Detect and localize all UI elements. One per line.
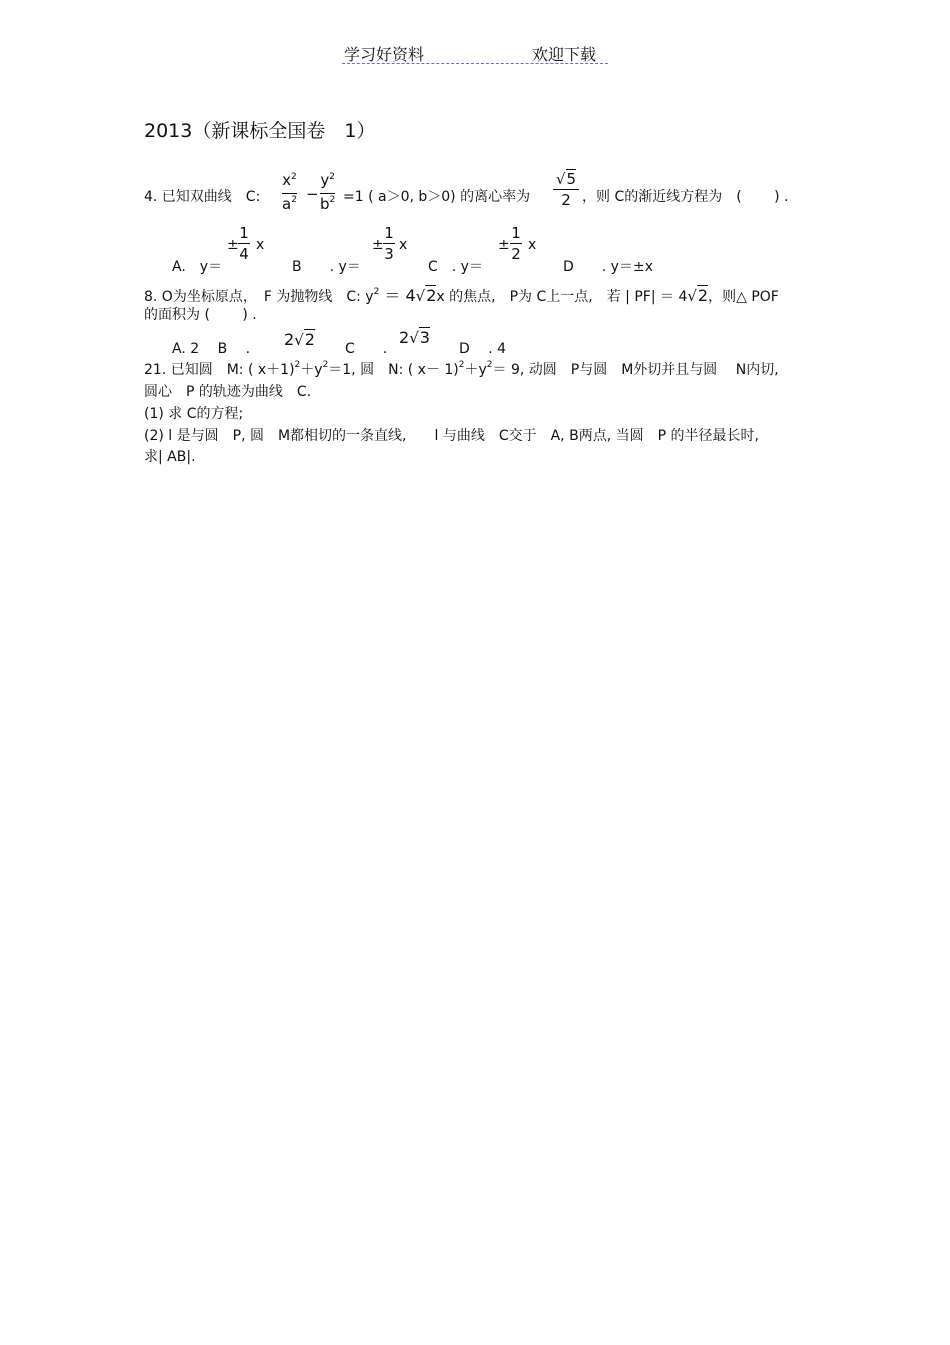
header-left: 学习好资料 <box>344 45 425 64</box>
q4-option-c-pm: ± <box>498 237 510 253</box>
q21-part-1: (1) 求 C的方程; <box>144 406 244 422</box>
q4-tail: ，则 C的渐近线方程为 ( ) . <box>582 189 789 205</box>
q21-line-2: 圆心 P 的轨迹为曲线 C. <box>144 384 312 400</box>
q4-option-b-label: B . y＝ <box>292 259 361 275</box>
q8-option-a-b: A. 2 B . <box>172 341 251 357</box>
q4-option-b-fraction: 1 3 <box>384 224 394 263</box>
q8-option-c-label: C . <box>345 341 388 357</box>
q4-option-b-pm: ± <box>372 237 384 253</box>
q4-option-a-x: x <box>256 237 265 253</box>
q4-option-b-x: x <box>399 237 408 253</box>
q4-fraction-x-over-a: $x^2$ $a^2$ <box>282 171 297 213</box>
header-divider <box>342 63 608 64</box>
q8-option-b-value: 2√2 <box>284 330 315 349</box>
q8-option-c-value: 2√3 <box>399 328 430 347</box>
q4-option-a-label: A. y＝ <box>172 259 223 275</box>
q4-prefix: 4. 已知双曲线 C: <box>144 189 261 205</box>
q8-line-2: 的面积为 ( ) . <box>144 307 257 323</box>
q4-option-a-pm: ± <box>227 237 239 253</box>
q4-condition: =1 ( a＞0, b＞0) 的离心率为 <box>343 189 531 205</box>
q8-option-d: D . 4 <box>459 341 507 357</box>
q4-option-c-label: C . y＝ <box>428 259 483 275</box>
page-title: 2013（新课标全国卷 1） <box>144 120 376 142</box>
q21-part-2: (2) l 是与圆 P, 圆 M都相切的一条直线, l 与曲线 C交于 A, B两点, 当圆 P 的半径最长时, <box>144 428 759 444</box>
q21-part-2-end: 求| AB|. <box>144 449 196 465</box>
q4-option-d: D . y＝±x <box>563 259 653 275</box>
q4-eccentricity: √5 2 <box>553 170 579 209</box>
q8-line-1: 8. O为坐标原点， F 为抛物线 C: $y^2 = 4√2x$ 的焦点, P为 C上一点, 若 | PF| ＝ 4√2，则△ POF <box>144 286 779 305</box>
header-right: 欢迎下载 <box>532 45 597 64</box>
q4-option-a-fraction: 1 4 <box>239 224 249 263</box>
q4-minus: − <box>306 185 319 203</box>
q4-option-c-x: x <box>528 237 537 253</box>
q21-line-1: 21. 已知圆 M: ( $x+1)^2+y^2=1$, 圆 N: ( $x- 1)^2+y^2= 9$, 动圆 P与圆 M外切并且与圆 N内切, <box>144 360 779 378</box>
q4-fraction-y-over-b: $y^2$ $b^2$ <box>320 171 336 213</box>
q4-option-c-fraction: 1 2 <box>511 224 521 263</box>
